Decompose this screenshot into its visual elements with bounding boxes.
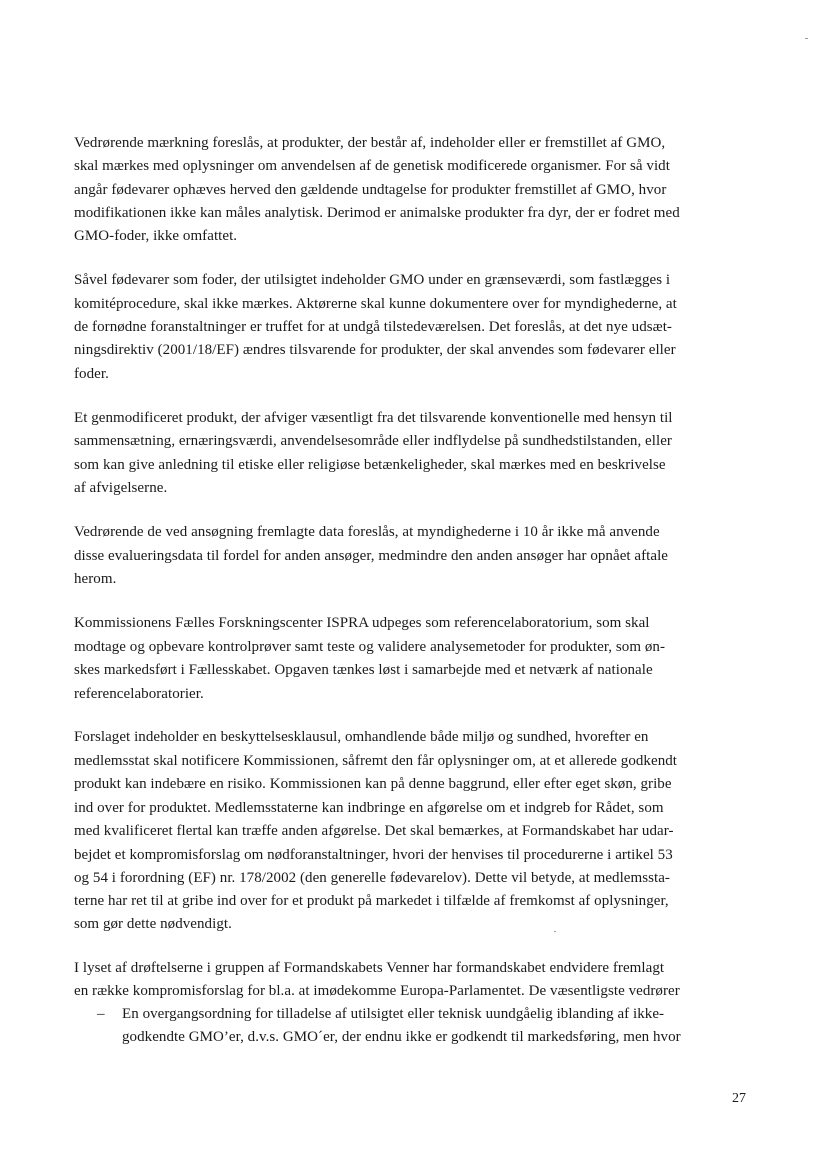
- text-line: modtage og opbevare kontrolprøver samt teste og validere analysemetoder for produkter, som øn-: [74, 639, 665, 655]
- text-line: som kan give anledning til etiske eller religiøse betænkeligheder, skal mærkes med en beskrivelse: [74, 457, 666, 473]
- text-line: Vedrørende mærkning foreslås, at produkter, der består af, indeholder eller er fremstillet af GMO,: [74, 135, 666, 151]
- text-line: og 54 i forordning (EF) nr. 178/2002 (den generelle fødevarelov). Dette vil betyde, at medlemssta-: [74, 870, 670, 886]
- text-line: skes markedsført i Fællesskabet. Opgaven tænkes løst i samarbejde med et netværk af nationale: [74, 662, 653, 678]
- text-line: af afvigelserne.: [74, 480, 168, 496]
- text-line: Forslaget indeholder en beskyttelsesklausul, omhandlende både miljø og sundhed, hvorefter en: [74, 729, 649, 745]
- list-item-text-line: godkendte GMO’er, d.v.s. GMO´er, der endnu ikke er godkendt til markedsføring, men hvor: [122, 1029, 681, 1045]
- list-dash-marker: –: [97, 1006, 105, 1022]
- text-line: disse evalueringsdata til fordel for anden ansøger, medmindre den anden ansøger har opnået aftale: [74, 548, 669, 564]
- text-line: medlemsstat skal notificere Kommissionen, såfremt den får oplysninger om, at et allerede godkendt: [74, 753, 678, 769]
- scan-speck: [805, 38, 808, 39]
- text-line: sammensætning, ernæringsværdi, anvendelsesområde eller indflydelse på sundhedstilstanden, eller: [74, 433, 672, 449]
- text-line: med kvalificeret flertal kan træffe anden afgørelse. Det skal bemærkes, at Formandskabet har udar-: [74, 823, 674, 839]
- text-line: modifikationen ikke kan måles analytisk. Derimod er animalske produkter fra dyr, der er fodret med: [74, 205, 680, 221]
- text-line: Et genmodificeret produkt, der afviger væsentligt fra det tilsvarende konventionelle med hensyn til: [74, 410, 673, 426]
- text-line: referencelaboratorier.: [74, 686, 204, 702]
- text-line: ningsdirektiv (2001/18/EF) ændres tilsvarende for produkter, der skal anvendes som fødevarer eller: [74, 342, 676, 358]
- text-line: herom.: [74, 571, 117, 587]
- text-line: terne har ret til at gribe ind over for et produkt på markedet i tilfælde af fremkomst af oplysninger,: [74, 893, 669, 909]
- text-line: produkt kan indebære en risiko. Kommissionen kan på denne baggrund, eller efter eget skøn, gribe: [74, 776, 672, 792]
- text-line: skal mærkes med oplysninger om anvendelsen af de genetisk modificerede organismer. For så vidt: [74, 158, 670, 174]
- text-line: som gør dette nødvendigt.: [74, 916, 232, 932]
- text-line: Kommissionens Fælles Forskningscenter ISPRA udpeges som referencelaboratorium, som skal: [74, 615, 650, 631]
- list-item-text-line: En overgangsordning for tilladelse af utilsigtet eller teknisk uundgåelig iblanding af ikke-: [122, 1006, 665, 1022]
- text-line: de fornødne foranstaltninger er truffet for at undgå tilstedeværelsen. Det foreslås, at det nye udsæt-: [74, 319, 672, 335]
- text-line: Vedrørende de ved ansøgning fremlagte data foreslås, at myndighederne i 10 år ikke må anvende: [74, 524, 660, 540]
- text-line: foder.: [74, 366, 109, 382]
- text-line: angår fødevarer ophæves herved den gældende undtagelse for produkter fremstillet af GMO, hvor: [74, 182, 667, 198]
- text-line: en række kompromisforslag for bl.a. at imødekomme Europa-Parlamentet. De væsentligste vedrører: [74, 983, 680, 999]
- text-line: Såvel fødevarer som foder, der utilsigtet indeholder GMO under en grænseværdi, som fastlægges i: [74, 272, 671, 288]
- text-line: komitéprocedure, skal ikke mærkes. Aktørerne skal kunne dokumentere over for myndighederne, at: [74, 296, 677, 312]
- page-number: 27: [732, 1091, 746, 1106]
- text-line: bejdet et kompromisforslag om nødforanstaltninger, hvori der henvises til procedurerne i artikel 53: [74, 847, 673, 863]
- text-line: GMO-foder, ikke omfattet.: [74, 228, 238, 244]
- text-line: I lyset af drøftelserne i gruppen af Formandskabets Venner har formandskabet endvidere fremlagt: [74, 960, 665, 976]
- text-line: ind over for produktet. Medlemsstaterne kan indbringe en afgørelse om et indgreb for Rådet, som: [74, 800, 664, 816]
- scan-speck: [554, 931, 556, 932]
